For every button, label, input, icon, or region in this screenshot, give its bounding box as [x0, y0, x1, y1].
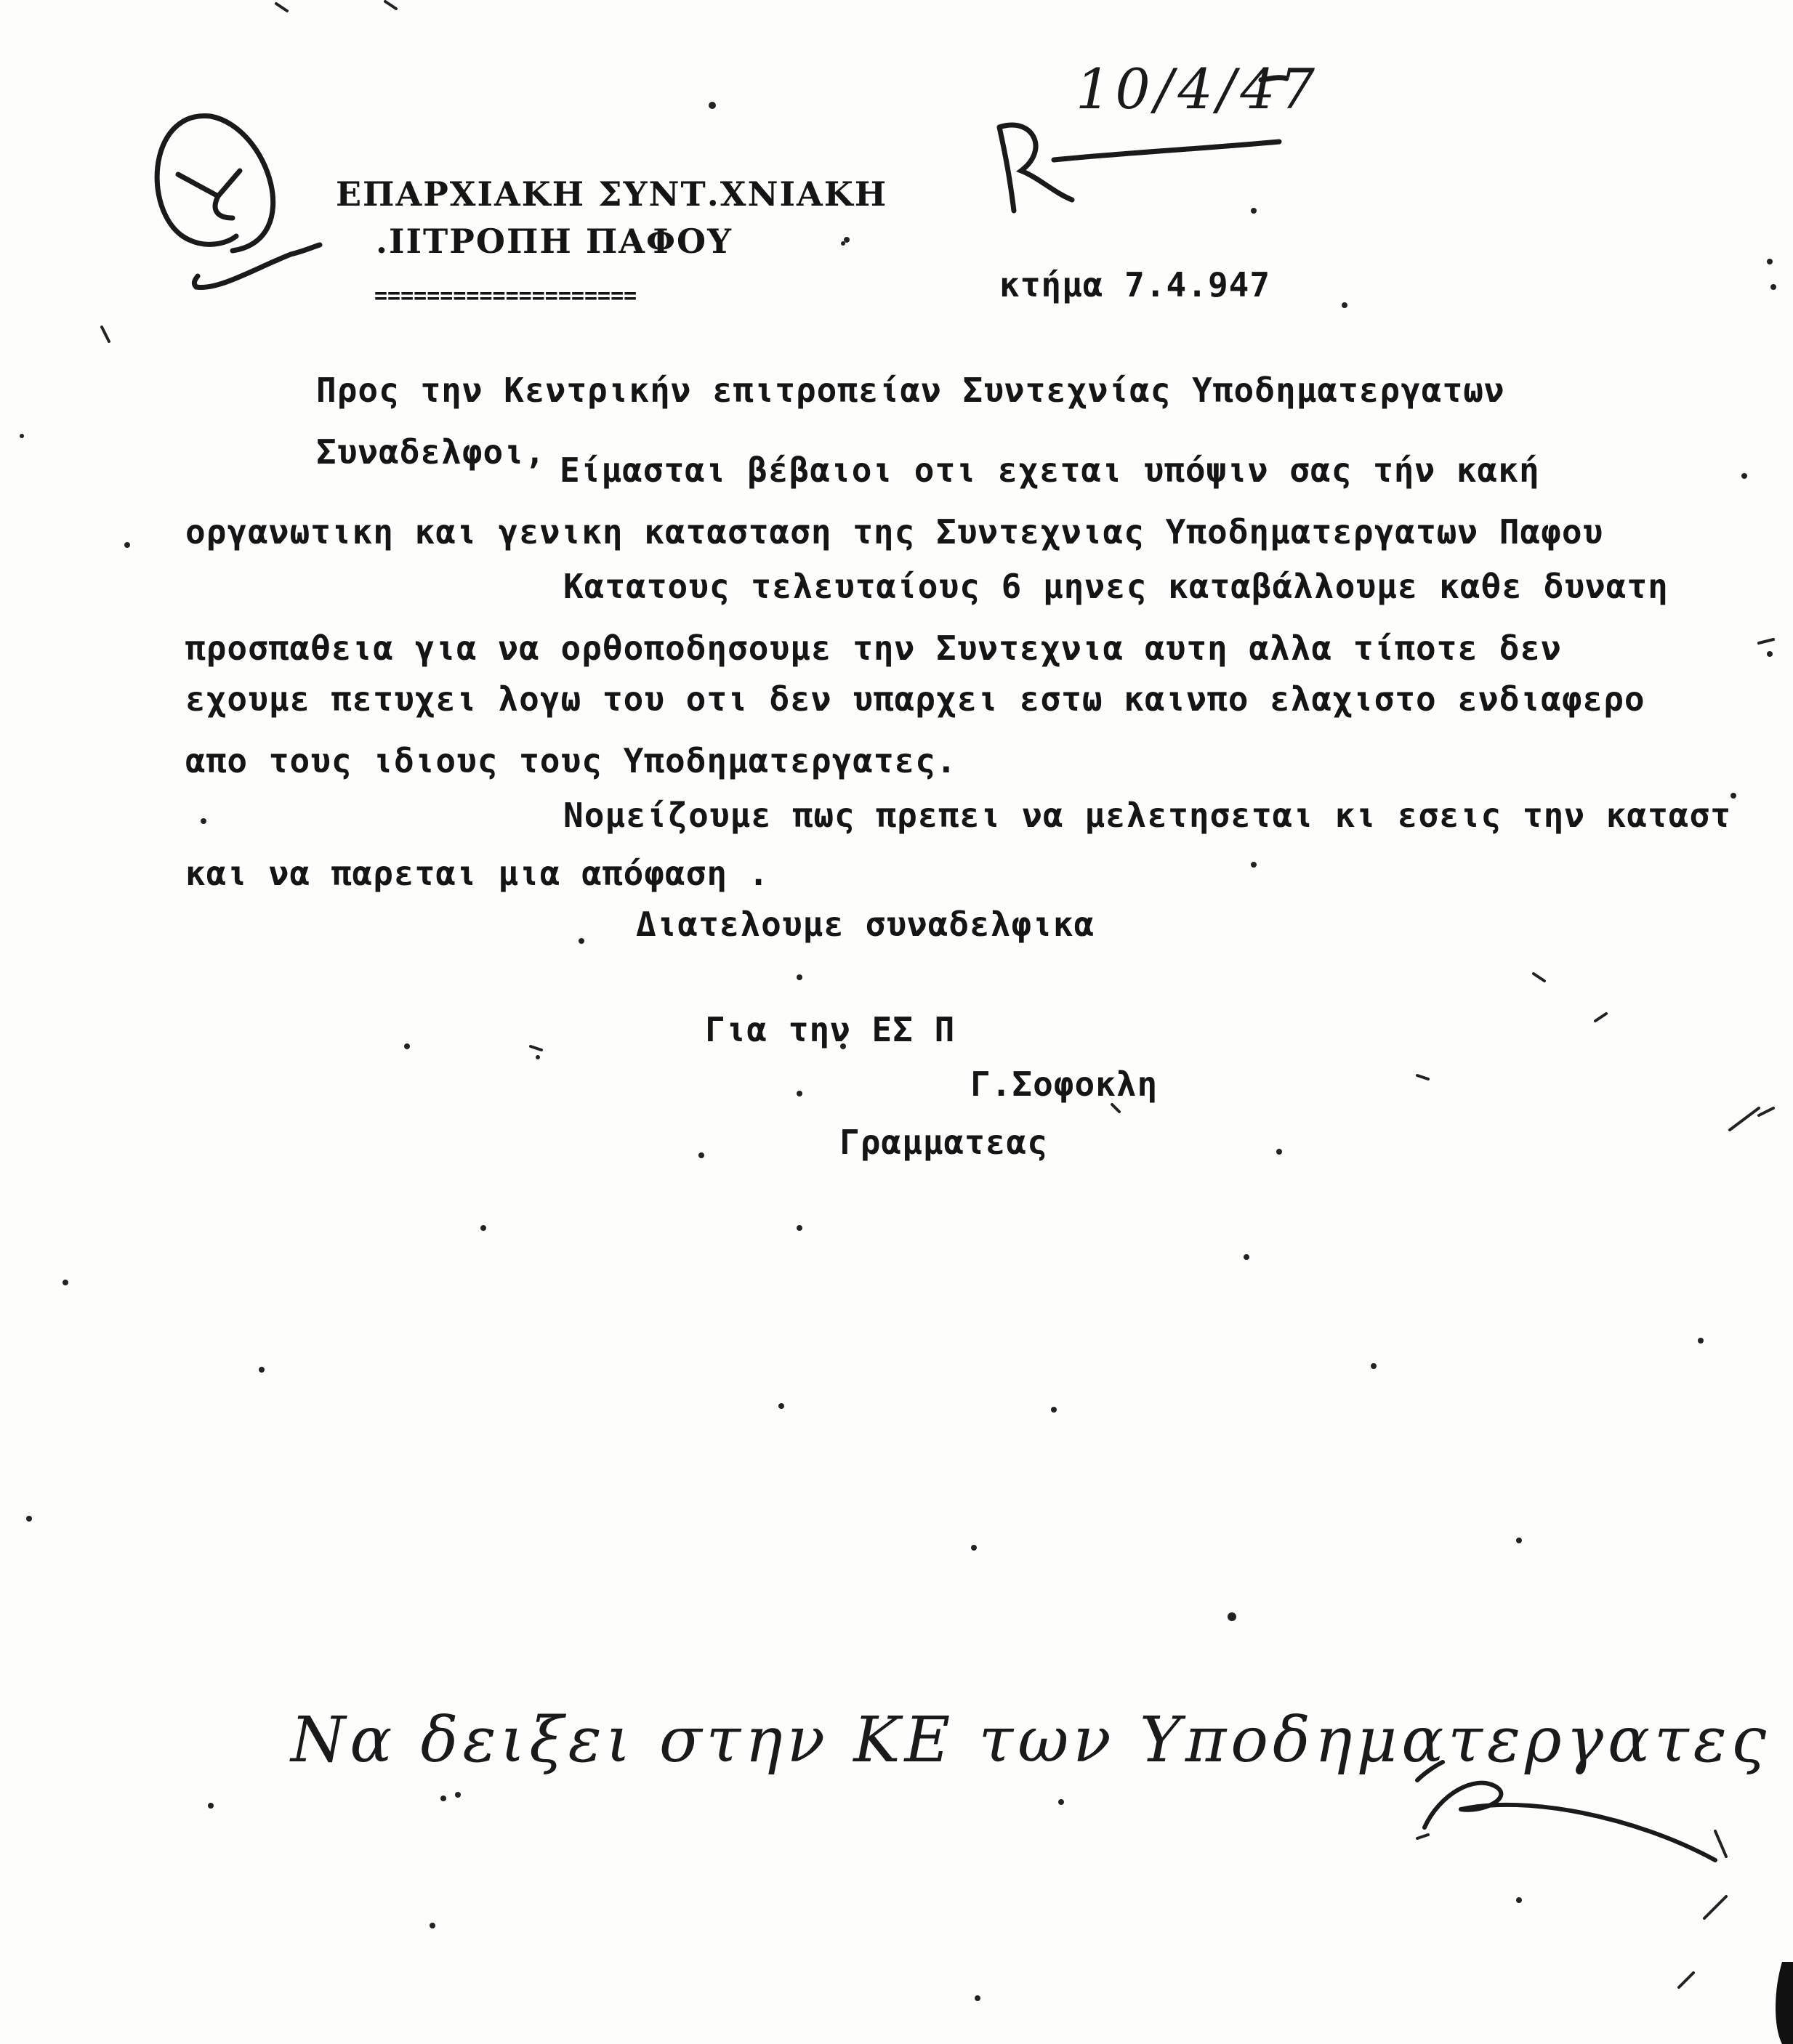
header-line-2: .ΙΙΤΡΟΠΗ ΠΑΦΟΥ: [376, 222, 733, 261]
date-line: κτήμα 7.4.947: [999, 265, 1271, 304]
handwritten-initials: [1417, 1762, 1715, 1860]
body-line: Νομείζουμε πως πρεπει να μελετησεται κι εσεις την καταστ: [563, 796, 1731, 835]
handwritten-note: Να δειξει στην ΚΕ των Υποδηματεργατες: [291, 1704, 1770, 1777]
body-line: και να παρεται μια απόφαση .: [185, 854, 770, 893]
body-line: οργανωτικη και γενικη κατασταση της Συντεχνιας Υποδηματεργατων Παφου: [185, 512, 1604, 552]
body-line: Είμασται βέβαιοι οτι εχεται υπόψιν σας τήν κακή: [560, 451, 1540, 490]
signature-for-line: Για την ΕΣ Π: [705, 1010, 956, 1049]
header-rule: ====================: [374, 283, 637, 309]
salutation: Συναδελφοι,: [316, 432, 546, 472]
closing: Διατελουμε συναδελφικα: [636, 905, 1095, 944]
circled-check-mark: [157, 116, 320, 288]
body-line: απο τους ιδιους τους Υποδηματεργατες.: [185, 741, 957, 780]
signature-title: Γραμματεας: [839, 1123, 1048, 1162]
scan-shadow: [1776, 1962, 1793, 2044]
body-line: εχουμε πετυχει λογω του οτι δεν υπαρχει εστω καινπο ελαχιστο ενδιαφερο: [185, 679, 1645, 719]
body-line: προσπαθεια για να ορθοποδησουμε την Συντεχνια αυτη αλλα τίποτε δεν: [185, 629, 1562, 668]
received-stamp: 10/4/47: [1076, 57, 1319, 121]
signature-name: Γ.Σοφοκλη: [970, 1065, 1159, 1104]
header-line-1: ΕΠΑΡΧΙΑΚΗ ΣΥΝΤ.ΧΝΙΑΚΗ: [336, 174, 888, 214]
recipient-line: Προς την Κεντρικήν επιτροπείαν Συντεχνίας Υποδηματεργατων: [316, 371, 1505, 410]
scan-streaks: [102, 1, 1773, 1987]
body-line: Κατατους τελευταίους 6 μηνες καταβάλλουμε καθε δυνατη: [563, 567, 1669, 606]
